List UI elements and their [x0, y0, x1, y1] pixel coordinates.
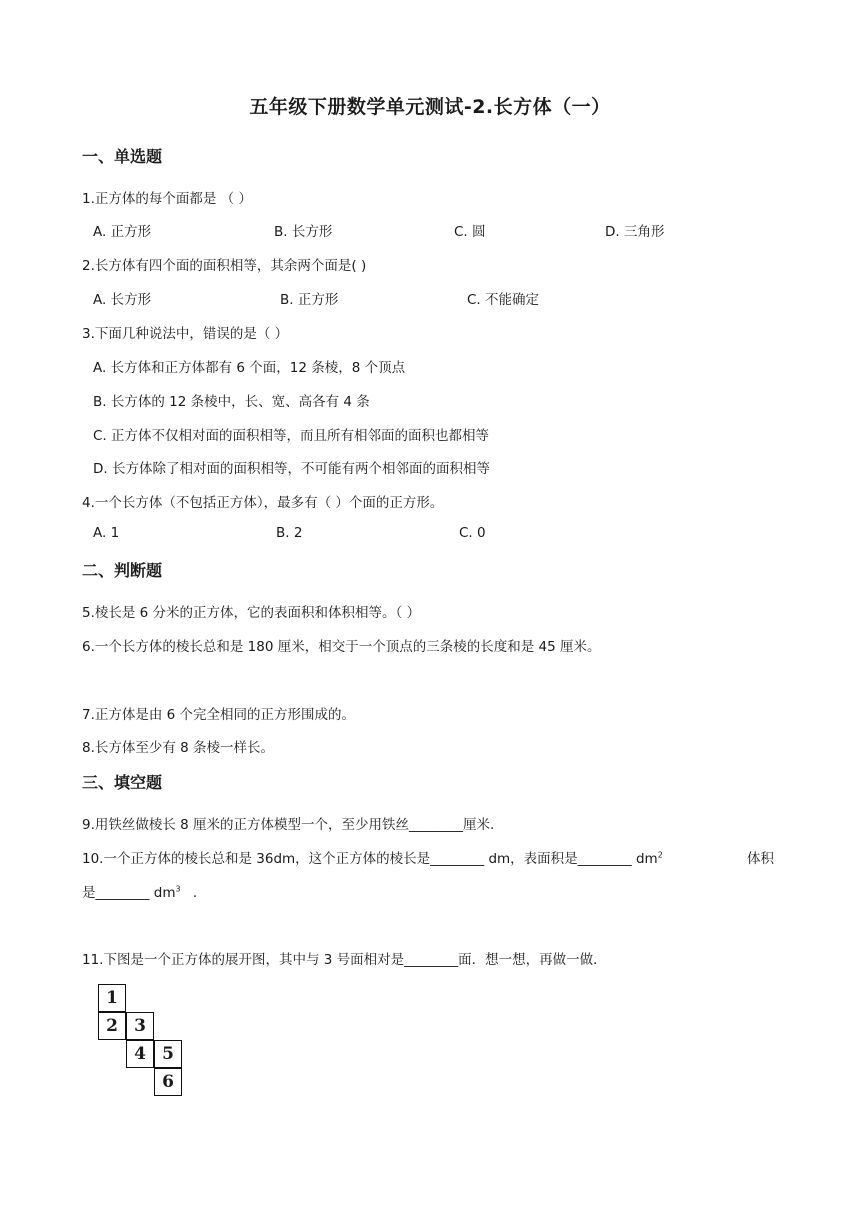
- page-title: 五年级下册数学单元测试-2.长方体（一）: [249, 96, 611, 118]
- question-5-stem: 5.棱长是 6 分米的正方体，它的表面积和体积相等。（ ）: [82, 605, 421, 621]
- net-face-1: 1: [98, 984, 126, 1012]
- question-8-stem: 8.长方体至少有 8 条棱一样长。: [82, 740, 275, 756]
- question-10-line-2: [82, 881, 197, 901]
- question-4-option-b: B. 2: [276, 525, 303, 541]
- question-7-stem: 7.正方体是由 6 个完全相同的正方形围成的。: [82, 707, 356, 723]
- net-face-2: 2: [98, 1012, 126, 1040]
- question-6-stem: 6.一个长方体的棱长总和是 180 厘米，相交于一个顶点的三条棱的长度和是 45 厘米。: [82, 639, 601, 655]
- question-10-volume-label: 体积: [747, 851, 774, 867]
- section-heading-fill-blank: 三、填空题: [82, 773, 163, 792]
- question-10-text-c: 是________ dm: [82, 885, 176, 901]
- question-11-stem: 11.下图是一个正方体的展开图，其中与 3 号面相对是________面．想一想，再做一做．: [82, 952, 607, 968]
- question-2-option-a: A. 长方形: [93, 292, 152, 308]
- squared-superscript: 2: [657, 850, 663, 860]
- question-4-option-a: A. 1: [93, 525, 120, 541]
- cube-net-figure: [98, 984, 190, 1100]
- net-face-3: 3: [126, 1012, 154, 1040]
- cubed-superscript: 3: [175, 884, 181, 894]
- question-3-option-c: C. 正方体不仅相对面的面积相等，而且所有相邻面的面积也都相等: [93, 428, 490, 444]
- question-2-option-c: C. 不能确定: [467, 292, 540, 308]
- question-9-stem: 9.用铁丝做棱长 8 厘米的正方体模型一个，至少用铁丝________厘米.: [82, 817, 495, 833]
- section-heading-single-choice: 一、单选题: [82, 147, 163, 166]
- question-10-line-1: [82, 847, 663, 867]
- question-1-option-d: D. 三角形: [605, 224, 665, 240]
- question-4-stem: 4.一个长方体（不包括正方体），最多有（ ）个面的正方形。: [82, 495, 444, 511]
- question-1-option-a: A. 正方形: [93, 224, 152, 240]
- question-3-option-a: A. 长方体和正方体都有 6 个面，12 条棱，8 个顶点: [93, 360, 406, 376]
- section-heading-judgement: 二、判断题: [82, 561, 163, 580]
- question-2-stem: 2.长方体有四个面的面积相等，其余两个面是( ): [82, 258, 367, 274]
- question-4-option-c: C. 0: [459, 525, 486, 541]
- question-10-text-a: 10.一个正方体的棱长总和是 36dm，这个正方体的棱长是________ dm，表面积是________ dm: [82, 851, 658, 867]
- net-face-5: 5: [154, 1040, 182, 1068]
- question-3-stem: 3.下面几种说法中，错误的是（ ）: [82, 326, 289, 342]
- net-face-6: 6: [154, 1068, 182, 1096]
- question-3-option-b: B. 长方体的 12 条棱中，长、宽、高各有 4 条: [93, 394, 370, 410]
- question-10-period: .: [192, 885, 198, 901]
- question-2-option-b: B. 正方形: [280, 292, 339, 308]
- question-1-stem: 1.正方体的每个面都是 （ ）: [82, 191, 252, 207]
- question-1-option-b: B. 长方形: [274, 224, 333, 240]
- net-face-4: 4: [126, 1040, 154, 1068]
- question-1-option-c: C. 圆: [454, 224, 486, 240]
- question-3-option-d: D. 长方体除了相对面的面积相等，不可能有两个相邻面的面积相等: [93, 461, 490, 477]
